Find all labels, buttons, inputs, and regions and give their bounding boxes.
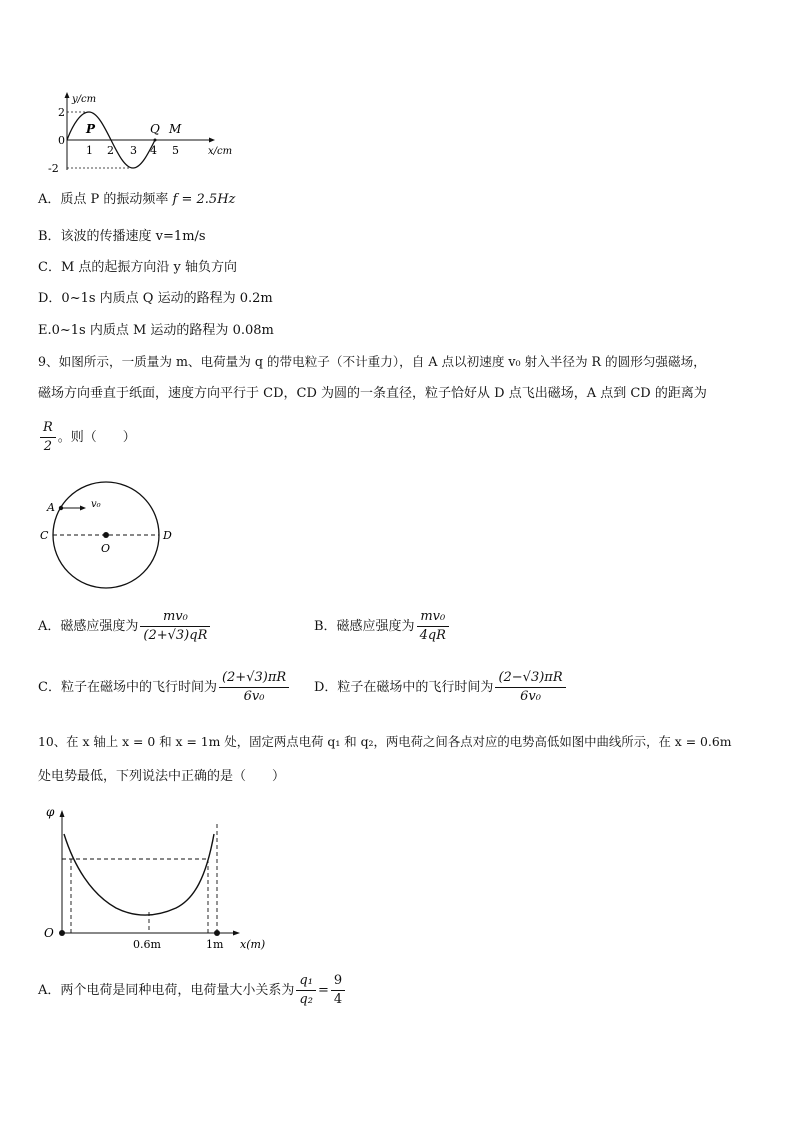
q9-option-d-text: D．粒子在磁场中的飞行时间为 <box>314 680 494 695</box>
q9-stem-line2: 磁场方向垂直于纸面，速度方向平行于 CD，CD 为圆的一条直径，粒子恰好从 D 点飞出磁场，A 点到 CD 的距离为 <box>38 386 707 401</box>
x-tick-1: 1 <box>86 144 93 157</box>
label-v0: v₀ <box>91 499 101 510</box>
label-c: C <box>40 529 49 542</box>
charge-q1 <box>59 930 65 936</box>
q10-stem-line2: 处电势最低，下列说法中正确的是（ ） <box>38 769 286 784</box>
q9-option-d-fraction: $\frac{(2-√3)\pi R}{\text{6v₀}}$ <box>495 670 565 705</box>
q9-stem-tail: 。则（ ） <box>57 430 136 445</box>
x-axis-label: x/cm <box>208 146 233 157</box>
q8-option-c: C．M 点的起振方向沿 y 轴负方向 <box>38 260 237 275</box>
q8-option-b: B．该波的传播速度 v=1m/s <box>38 229 206 244</box>
q10-option-a-value: $\frac{9}{4}$ <box>331 973 345 1008</box>
label-m: M <box>169 122 182 136</box>
y-tick-neg2: -2 <box>48 162 59 175</box>
y-axis-label: y/cm <box>72 94 97 105</box>
q9-option-c <box>38 670 291 705</box>
center-o <box>103 532 109 538</box>
label-a: A <box>47 501 55 514</box>
q10-option-a-eq: = <box>317 983 329 998</box>
q9-option-a-text: A．磁感应强度为 <box>38 619 139 634</box>
label-p: P <box>86 122 96 136</box>
label-d: D <box>163 529 172 542</box>
q8-option-a-text: A．质点 P 的振动频率 <box>38 192 169 207</box>
origin-label: O <box>44 926 54 940</box>
q9-option-b-text: B．磁感应强度为 <box>314 619 415 634</box>
q9-stem-line1: 9、如图所示，一质量为 m、电荷量为 q 的带电粒子（不计重力），自 A 点以初速度 v₀ 射入半径为 R 的圆形匀强磁场， <box>38 354 706 369</box>
q8-option-e: E.0~1s 内质点 M 运动的路程为 0.08m <box>38 323 274 338</box>
charge-q2 <box>214 930 220 936</box>
q8-option-a-formula: f = 2.5Hz <box>172 192 236 207</box>
q9-option-a <box>38 609 212 644</box>
q10-option-a-text: A．两个电荷是同种电荷，电荷量大小关系为 <box>38 983 295 998</box>
q9-stem-line3 <box>38 420 136 455</box>
x-tick-3: 3 <box>130 144 137 157</box>
q10-option-a <box>38 973 347 1008</box>
y-tick-0: 0 <box>58 134 65 147</box>
q9-option-b <box>314 609 451 644</box>
q8-option-d: D．0~1s 内质点 Q 运动的路程为 0.2m <box>38 291 273 306</box>
label-o: O <box>101 542 111 555</box>
q9-option-c-text: C．粒子在磁场中的飞行时间为 <box>38 680 217 695</box>
label-q: Q <box>150 122 160 136</box>
potential-figure <box>36 804 286 954</box>
x-axis-label: x(m) <box>240 938 266 951</box>
q9-option-d <box>314 670 568 705</box>
q9-option-b-fraction: $\frac{\text{mv₀}}{4qR}$ <box>417 609 449 644</box>
wave-figure <box>40 88 250 183</box>
circle-field-figure <box>36 476 186 596</box>
x-tick-2: 2 <box>107 144 114 157</box>
q9-distance-fraction: $\frac{R}{2}$ <box>40 420 56 455</box>
q8-option-a <box>38 191 235 209</box>
potential-curve <box>64 834 214 915</box>
phi-label: φ <box>46 805 55 819</box>
tick-0-6m: 0.6m <box>133 938 161 951</box>
q9-option-c-fraction: $\frac{(2+√3)\pi R}{\text{6v₀}}$ <box>219 670 289 705</box>
y-tick-2: 2 <box>58 106 65 119</box>
tick-1m: 1m <box>206 938 224 951</box>
q9-option-a-fraction: $\frac{\text{mv₀}}{(2+√3)qR}$ <box>140 609 210 644</box>
point-q <box>154 139 157 142</box>
q10-option-a-ratio: $\frac{\text{q₁}}{\text{q₂}}$ <box>296 973 316 1008</box>
x-tick-4: 4 <box>150 144 157 157</box>
x-tick-5: 5 <box>172 144 179 157</box>
q10-stem-line1: 10、在 x 轴上 x = 0 和 x = 1m 处，固定两点电荷 q₁ 和 q₂，两电荷之间各点对应的电势高低如图中曲线所示，在 x = 0.6m <box>38 734 732 749</box>
